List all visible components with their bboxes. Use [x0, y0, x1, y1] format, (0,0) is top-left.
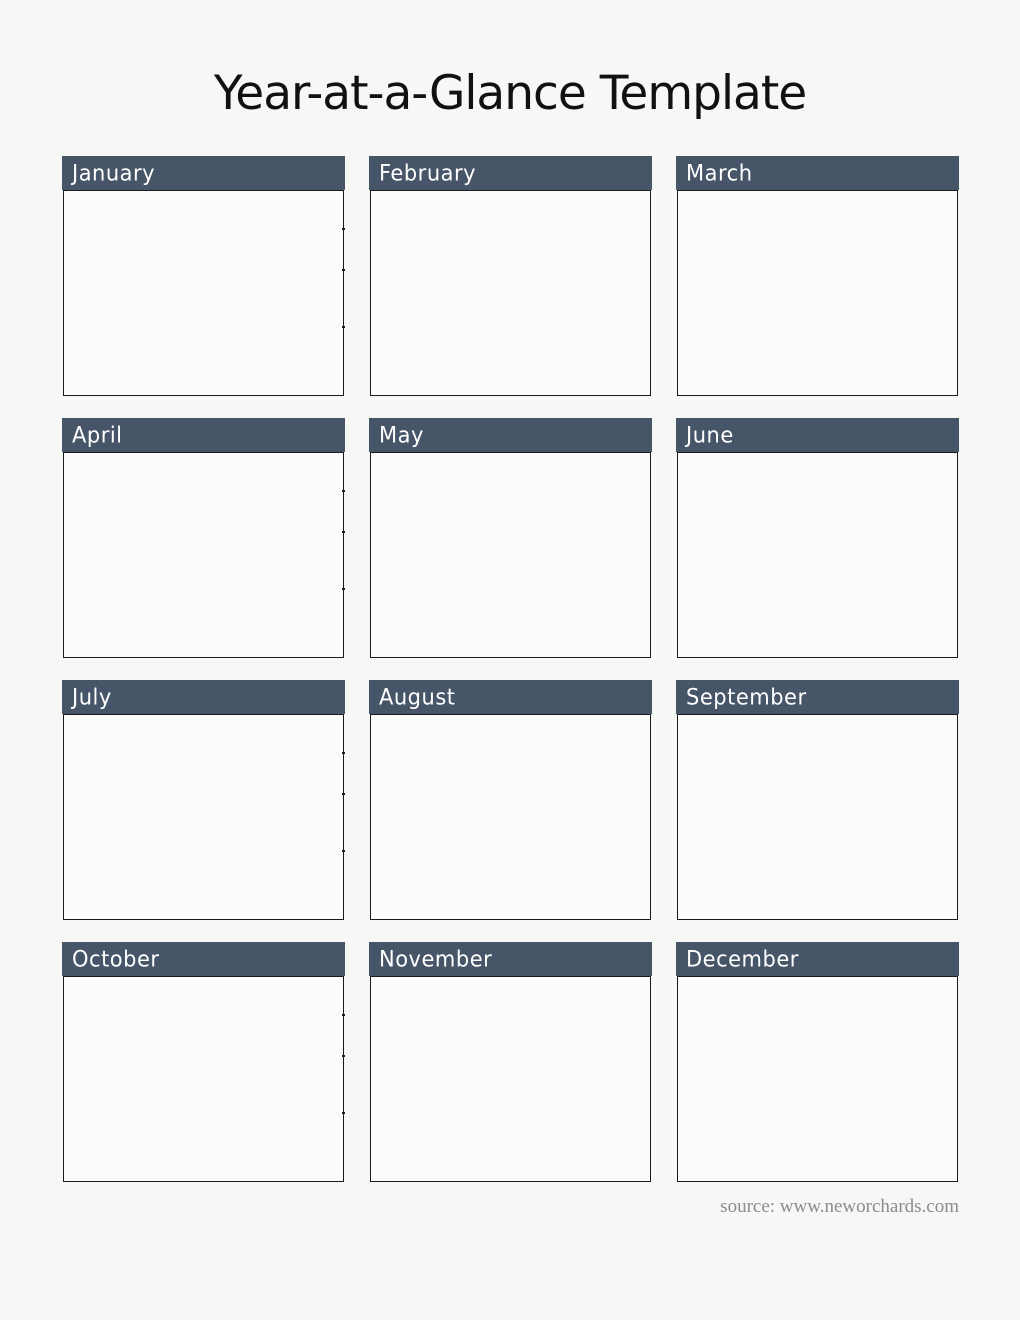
month-cell: [62, 418, 345, 658]
month-header: [62, 942, 345, 976]
month-header: [676, 418, 959, 452]
month-body: [63, 190, 344, 396]
month-label: May: [379, 422, 424, 448]
month-header: [676, 680, 959, 714]
month-header: [62, 418, 345, 452]
border-tick-mark: [342, 752, 345, 754]
month-header: [676, 156, 959, 190]
month-cell: [369, 418, 652, 658]
month-body: [677, 190, 958, 396]
border-tick-mark: [342, 228, 345, 230]
month-body: [370, 714, 651, 920]
month-cell: [676, 156, 959, 396]
month-label: February: [379, 160, 477, 186]
month-body: [677, 452, 958, 658]
month-header: [369, 942, 652, 976]
month-cell: [369, 680, 652, 920]
border-tick-mark: [342, 531, 345, 533]
month-header: [62, 680, 345, 714]
month-label: April: [72, 422, 123, 448]
month-cell: [676, 942, 959, 1182]
month-header: [369, 418, 652, 452]
border-tick-mark: [342, 588, 345, 590]
month-body: [370, 452, 651, 658]
month-cell: [62, 942, 345, 1182]
month-cell: [369, 942, 652, 1182]
border-tick-mark: [342, 1055, 345, 1057]
month-header: [62, 156, 345, 190]
month-cell: [676, 680, 959, 920]
month-body: [63, 452, 344, 658]
month-body: [63, 976, 344, 1182]
month-cell: [62, 156, 345, 396]
month-label: July: [72, 684, 112, 710]
month-cell: [369, 156, 652, 396]
border-tick-mark: [342, 850, 345, 852]
border-tick-mark: [342, 1014, 345, 1016]
month-body: [370, 976, 651, 1182]
month-label: August: [379, 684, 456, 710]
year-grid: [62, 156, 959, 1182]
month-header: [676, 942, 959, 976]
month-body: [677, 714, 958, 920]
month-body: [677, 976, 958, 1182]
month-body: [370, 190, 651, 396]
month-cell: [62, 680, 345, 920]
source-attribution: source: www.neworchards.com: [720, 1196, 959, 1217]
month-body: [63, 714, 344, 920]
month-label: June: [686, 422, 734, 448]
month-label: December: [686, 946, 799, 972]
border-tick-mark: [342, 490, 345, 492]
border-tick-mark: [342, 793, 345, 795]
month-label: January: [72, 160, 156, 186]
border-tick-mark: [342, 326, 345, 328]
month-label: October: [72, 946, 160, 972]
month-header: [369, 156, 652, 190]
border-tick-mark: [342, 1112, 345, 1114]
page-title: Year-at-a-Glance Template: [213, 66, 807, 121]
month-header: [369, 680, 652, 714]
month-label: September: [686, 684, 807, 710]
month-label: November: [379, 946, 493, 972]
month-label: March: [686, 160, 753, 186]
border-tick-mark: [342, 269, 345, 271]
month-cell: [676, 418, 959, 658]
